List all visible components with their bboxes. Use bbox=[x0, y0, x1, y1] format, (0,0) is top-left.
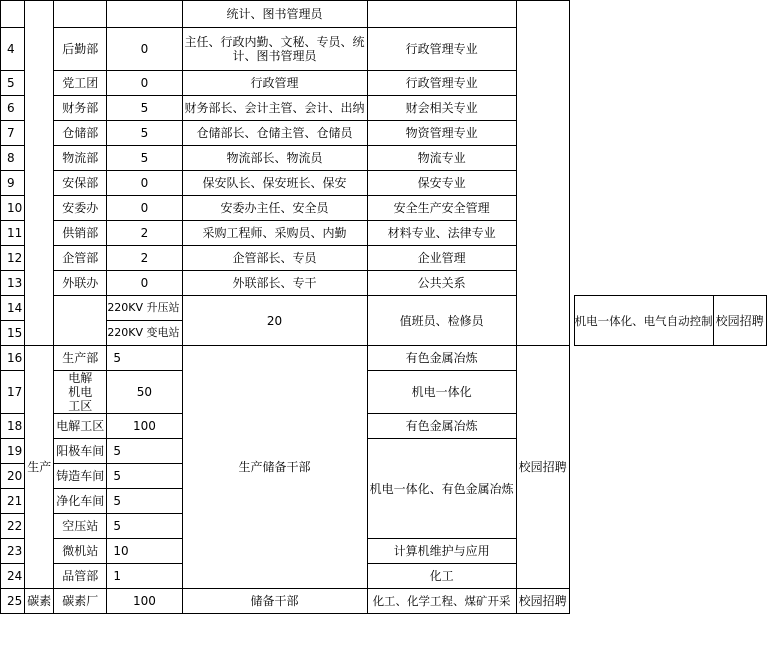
department-cell: 安保部 bbox=[54, 171, 107, 196]
department-cell: 品管部 bbox=[54, 564, 107, 589]
count-cell: 5 bbox=[107, 346, 182, 371]
count-cell: 1 bbox=[107, 564, 182, 589]
row-number: 11 bbox=[1, 221, 25, 246]
row-number: 16 bbox=[1, 346, 25, 371]
major-cell: 行政管理专业 bbox=[367, 71, 516, 96]
major-cell: 物资管理专业 bbox=[367, 121, 516, 146]
major-cell: 化工 bbox=[367, 564, 516, 589]
department-cell: 外联办 bbox=[54, 271, 107, 296]
major-cell: 计算机维护与应用 bbox=[367, 539, 516, 564]
row-number: 12 bbox=[1, 246, 25, 271]
row-number: 23 bbox=[1, 539, 25, 564]
major-cell: 财会相关专业 bbox=[367, 96, 516, 121]
count-cell: 20 bbox=[182, 296, 367, 346]
department-cell: 电解机电工区 bbox=[54, 371, 107, 414]
count-cell: 0 bbox=[107, 196, 182, 221]
major-cell: 公共关系 bbox=[367, 271, 516, 296]
major-cell: 物流专业 bbox=[367, 146, 516, 171]
row-number: 17 bbox=[1, 371, 25, 414]
table-row bbox=[1, 146, 767, 171]
positions-cell: 值班员、检修员 bbox=[367, 296, 516, 346]
table-row bbox=[1, 28, 767, 71]
major-cell: 企业管理 bbox=[367, 246, 516, 271]
table-row bbox=[1, 1, 767, 28]
department-cell: 仓储部 bbox=[54, 121, 107, 146]
major-cell: 机电一体化 bbox=[367, 371, 516, 414]
positions-cell: 安委办主任、安全员 bbox=[182, 196, 367, 221]
table-row bbox=[1, 346, 767, 371]
count-cell: 50 bbox=[107, 371, 182, 414]
major-cell: 有色金属冶炼 bbox=[367, 414, 516, 439]
table-row bbox=[1, 539, 767, 564]
row-number: 7 bbox=[1, 121, 25, 146]
count-cell: 100 bbox=[107, 589, 182, 614]
channel-cell: 校园招聘 bbox=[516, 346, 569, 589]
department-cell: 铸造车间 bbox=[54, 464, 107, 489]
department-cell: 安委办 bbox=[54, 196, 107, 221]
count-cell: 5 bbox=[107, 96, 182, 121]
department-cell: 财务部 bbox=[54, 96, 107, 121]
row-number: 8 bbox=[1, 146, 25, 171]
positions-cell: 外联部长、专干 bbox=[182, 271, 367, 296]
table-row bbox=[1, 414, 767, 439]
count-cell: 100 bbox=[107, 414, 182, 439]
category-cell: 生产 bbox=[25, 346, 54, 589]
row-number: 13 bbox=[1, 271, 25, 296]
positions-cell: 行政管理 bbox=[182, 71, 367, 96]
major-cell: 有色金属冶炼 bbox=[367, 346, 516, 371]
major-cell: 行政管理专业 bbox=[367, 28, 516, 71]
row-number: 15 bbox=[1, 321, 25, 346]
positions-cell: 主任、行政内勤、文秘、专员、统计、图书管理员 bbox=[182, 28, 367, 71]
department-cell: 党工团 bbox=[54, 71, 107, 96]
positions-cell: 生产储备干部 bbox=[182, 346, 367, 589]
row-number: 18 bbox=[1, 414, 25, 439]
department-cell: 后勤部 bbox=[54, 28, 107, 71]
channel-cell: 校园招聘 bbox=[516, 589, 569, 614]
major-cell: 机电一体化、有色金属冶炼 bbox=[367, 439, 516, 539]
table-row bbox=[1, 371, 767, 414]
major-cell: 化工、化学工程、煤矿开采 bbox=[367, 589, 516, 614]
department-cell: 微机站 bbox=[54, 539, 107, 564]
row-number: 9 bbox=[1, 171, 25, 196]
table-row bbox=[1, 296, 767, 321]
count-cell: 5 bbox=[107, 121, 182, 146]
row-number: 14 bbox=[1, 296, 25, 321]
table-row bbox=[1, 71, 767, 96]
row-number: 19 bbox=[1, 439, 25, 464]
positions-cell: 保安队长、保安班长、保安 bbox=[182, 171, 367, 196]
count-cell: 0 bbox=[107, 71, 182, 96]
department-cell: 空压站 bbox=[54, 514, 107, 539]
table-row bbox=[1, 589, 767, 614]
count-cell: 2 bbox=[107, 246, 182, 271]
count-cell: 10 bbox=[107, 539, 182, 564]
row-number: 6 bbox=[1, 96, 25, 121]
department-cell: 生产部 bbox=[54, 346, 107, 371]
count-cell: 0 bbox=[107, 28, 182, 71]
department-cell: 企管部 bbox=[54, 246, 107, 271]
row-number: 10 bbox=[1, 196, 25, 221]
table-row bbox=[1, 221, 767, 246]
major-cell: 机电一体化、电气自动控制 bbox=[574, 296, 713, 346]
count-cell: 5 bbox=[107, 489, 182, 514]
department-cell: 220KV 变电站 bbox=[107, 321, 182, 346]
count-cell: 5 bbox=[107, 439, 182, 464]
row-number: 21 bbox=[1, 489, 25, 514]
row-number: 4 bbox=[1, 28, 25, 71]
count-cell: 5 bbox=[107, 514, 182, 539]
table-row bbox=[1, 439, 767, 464]
row-number: 22 bbox=[1, 514, 25, 539]
row-number: 5 bbox=[1, 71, 25, 96]
department-cell: 电解工区 bbox=[54, 414, 107, 439]
count-cell: 5 bbox=[107, 146, 182, 171]
table-row bbox=[1, 564, 767, 589]
category-cell bbox=[54, 296, 107, 346]
count-cell: 5 bbox=[107, 464, 182, 489]
major-cell: 保安专业 bbox=[367, 171, 516, 196]
count-cell: 0 bbox=[107, 171, 182, 196]
department-cell: 供销部 bbox=[54, 221, 107, 246]
row-number: 25 bbox=[1, 589, 25, 614]
category-cell bbox=[25, 1, 54, 346]
positions-cell: 储备干部 bbox=[182, 589, 367, 614]
table-row bbox=[1, 171, 767, 196]
positions-cell: 统计、图书管理员 bbox=[182, 1, 367, 28]
count-cell: 0 bbox=[107, 271, 182, 296]
count-cell: 2 bbox=[107, 221, 182, 246]
department-cell: 物流部 bbox=[54, 146, 107, 171]
table-row bbox=[1, 246, 767, 271]
positions-cell: 物流部长、物流员 bbox=[182, 146, 367, 171]
table-row bbox=[1, 271, 767, 296]
department-cell: 净化车间 bbox=[54, 489, 107, 514]
channel-cell: 校园招聘 bbox=[713, 296, 766, 346]
department-cell: 碳素厂 bbox=[54, 589, 107, 614]
row-number: 24 bbox=[1, 564, 25, 589]
positions-cell: 仓储部长、仓储主管、仓储员 bbox=[182, 121, 367, 146]
positions-cell: 采购工程师、采购员、内勤 bbox=[182, 221, 367, 246]
table-row bbox=[1, 196, 767, 221]
department-cell: 220KV 升压站 bbox=[107, 296, 182, 321]
positions-cell: 财务部长、会计主管、会计、出纳 bbox=[182, 96, 367, 121]
table-row bbox=[1, 96, 767, 121]
category-cell: 碳素 bbox=[25, 589, 54, 614]
department-cell: 阳极车间 bbox=[54, 439, 107, 464]
positions-cell: 企管部长、专员 bbox=[182, 246, 367, 271]
table-row bbox=[1, 121, 767, 146]
major-cell: 材料专业、法律专业 bbox=[367, 221, 516, 246]
row-number: 20 bbox=[1, 464, 25, 489]
major-cell: 安全生产安全管理 bbox=[367, 196, 516, 221]
